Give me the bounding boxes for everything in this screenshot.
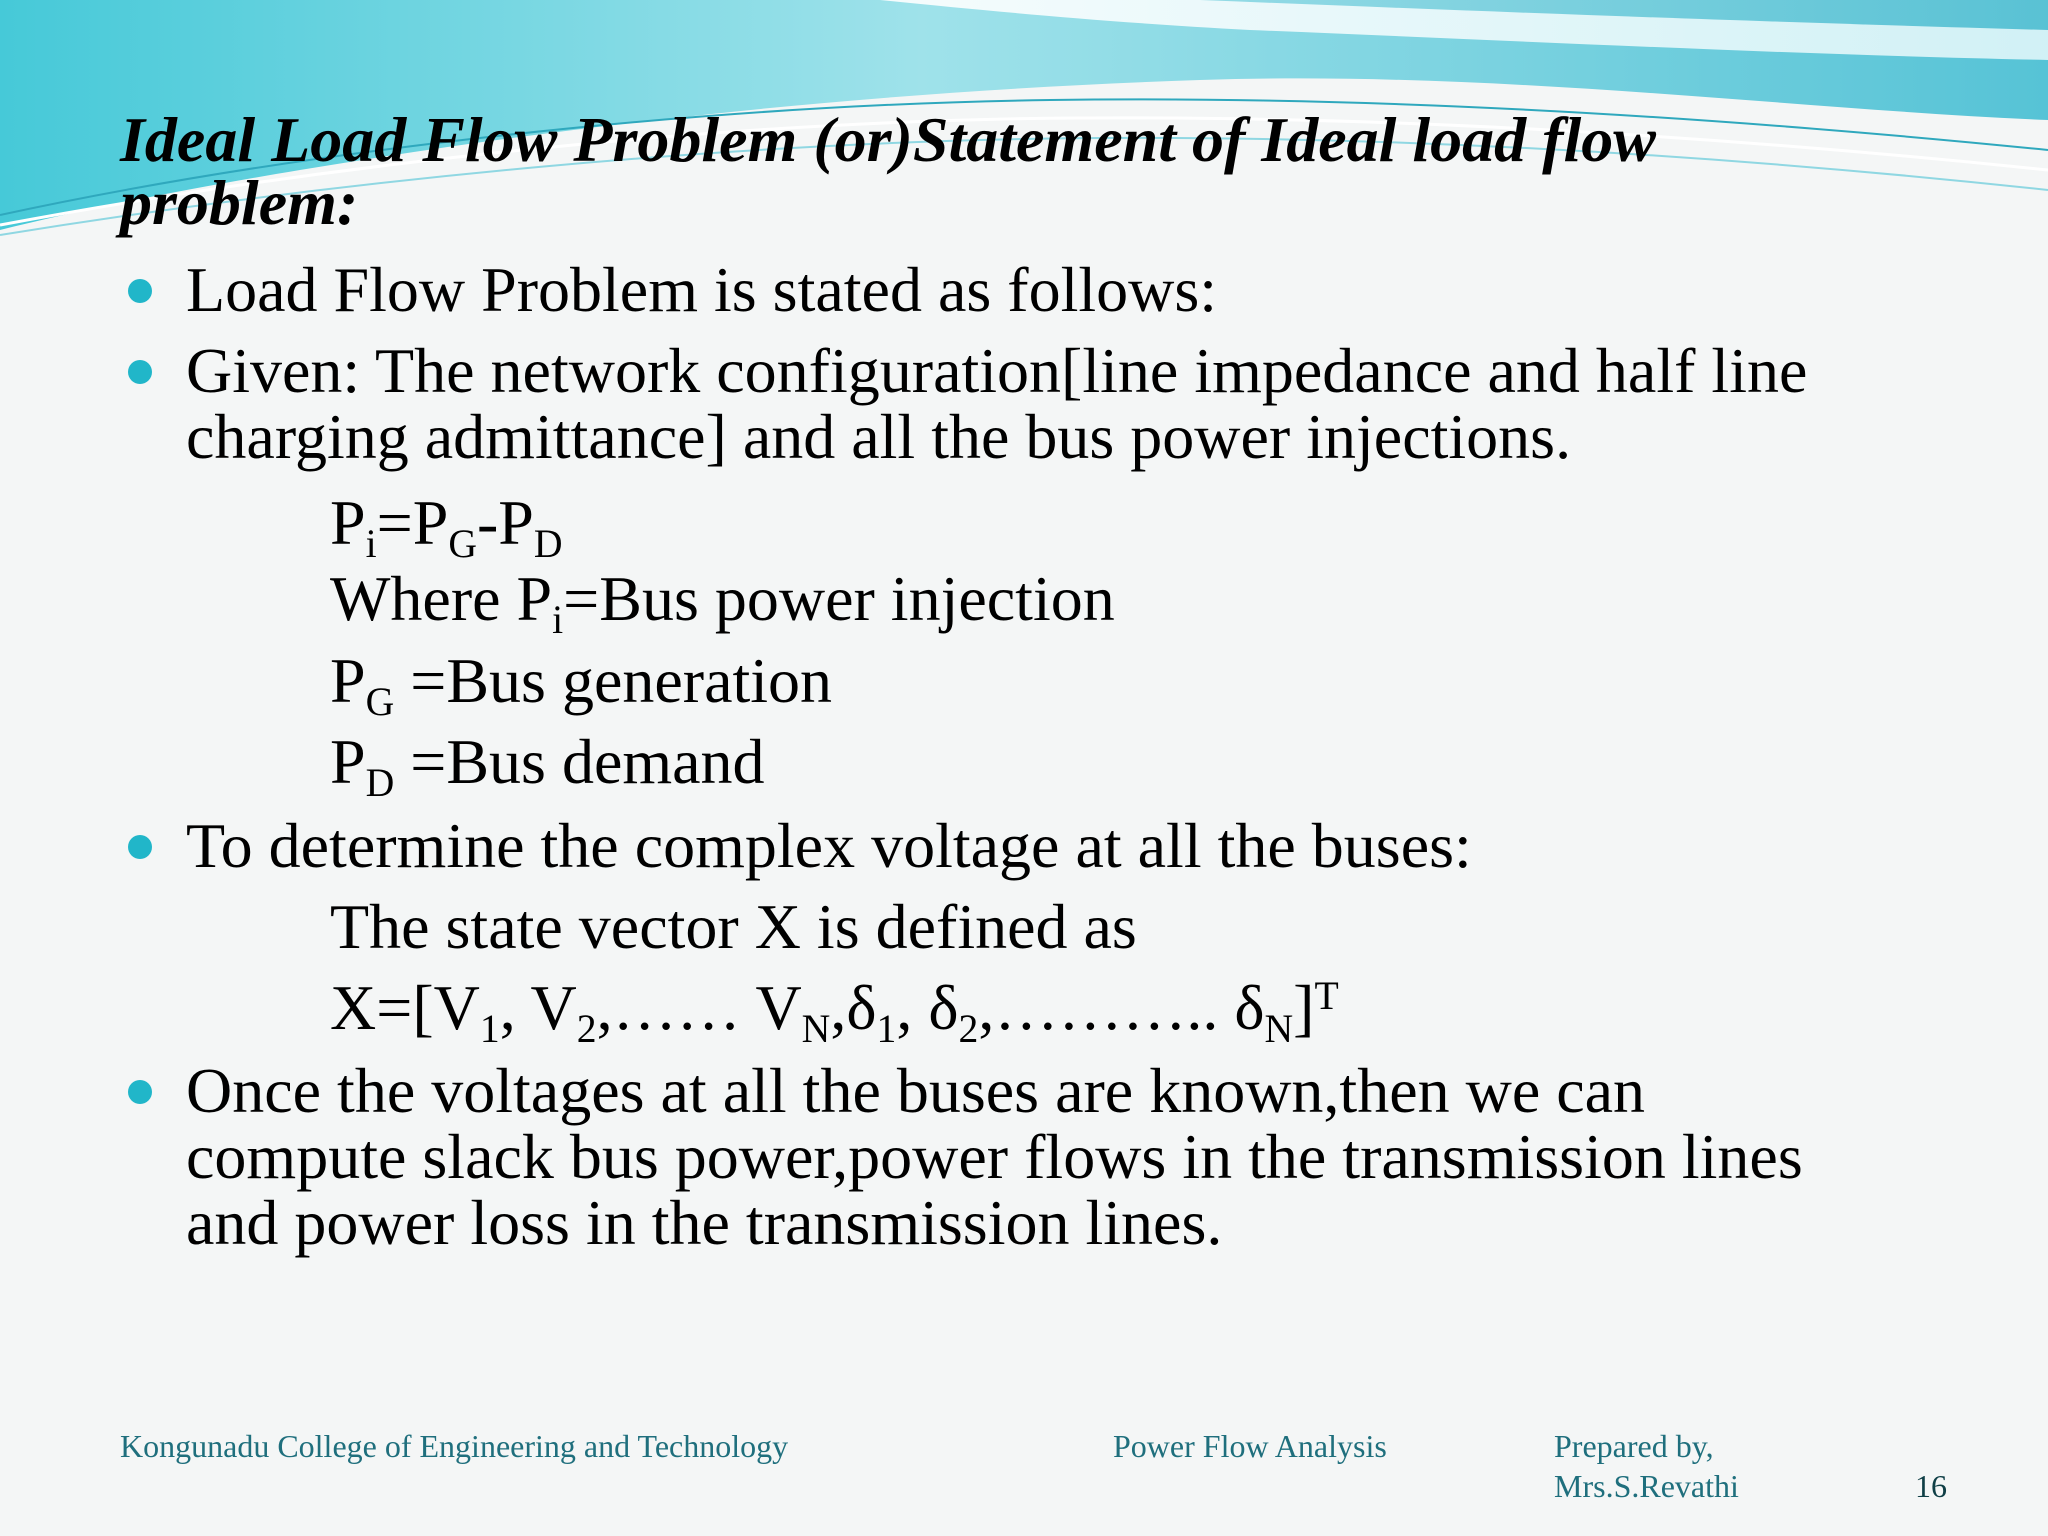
- slide-title-line-2: problem:: [120, 167, 359, 238]
- bullet-dot-icon: [128, 835, 152, 859]
- state-vector-equation: $X=[V_1$, $V_2,\dots\dots$ $V_N,\delta_1$, $\delta_2,\dots\dots\dots$.. $\delta_N]^T$: [330, 972, 1339, 1051]
- definition-bus-demand: $P_D =Bus$ demand: [330, 726, 765, 805]
- bullet-item: [186, 810, 1966, 881]
- slide-title-line-1: Ideal Load Flow Problem (or)Statement of Ideal load flow: [120, 104, 1656, 175]
- bullet-text-line-2: compute slack bus power,power flows in the transmission lines: [186, 1121, 1803, 1192]
- footer-author: Mrs.S.Revathi: [1554, 1468, 1739, 1504]
- footer-subject: Power Flow Analysis: [1113, 1428, 1387, 1464]
- slide-title: [120, 104, 1940, 238]
- bullet-item: [186, 335, 1966, 472]
- bullet-text-line-1: Once the voltages at all the buses are known,then we can: [186, 1055, 1646, 1126]
- bullet-text-line-2: charging admittance] and all the bus power injections.: [186, 401, 1572, 472]
- definition-bus-power-injection: Where $P_i=Bus$ power injection: [330, 563, 1115, 642]
- bullet-dot-icon: [128, 279, 152, 303]
- bullet-item: [186, 254, 1966, 325]
- slide-number: 16: [1915, 1468, 1947, 1504]
- equation-power-injection: $P_i=P_G-P_D$: [330, 487, 563, 566]
- bullet-text-line-1: Given: The network configuration[line impedance and half line: [186, 335, 1808, 406]
- bullet-text: To determine the complex voltage at all the buses:: [186, 810, 1472, 881]
- definition-bus-generation: $P_G =Bus$ generation: [330, 645, 833, 724]
- bullet-dot-icon: [128, 1080, 152, 1104]
- bullet-text-line-3: and power loss in the transmission lines.: [186, 1187, 1223, 1258]
- bullet-text: Load Flow Problem is stated as follows:: [186, 254, 1218, 325]
- footer-prepared-by: Prepared by,: [1554, 1428, 1714, 1464]
- bullet-item: [186, 1055, 1966, 1258]
- bullet-dot-icon: [128, 360, 152, 384]
- state-vector-description: The state vector X is defined as: [330, 891, 1137, 962]
- footer-college-name: Kongunadu College of Engineering and Technology: [120, 1428, 789, 1464]
